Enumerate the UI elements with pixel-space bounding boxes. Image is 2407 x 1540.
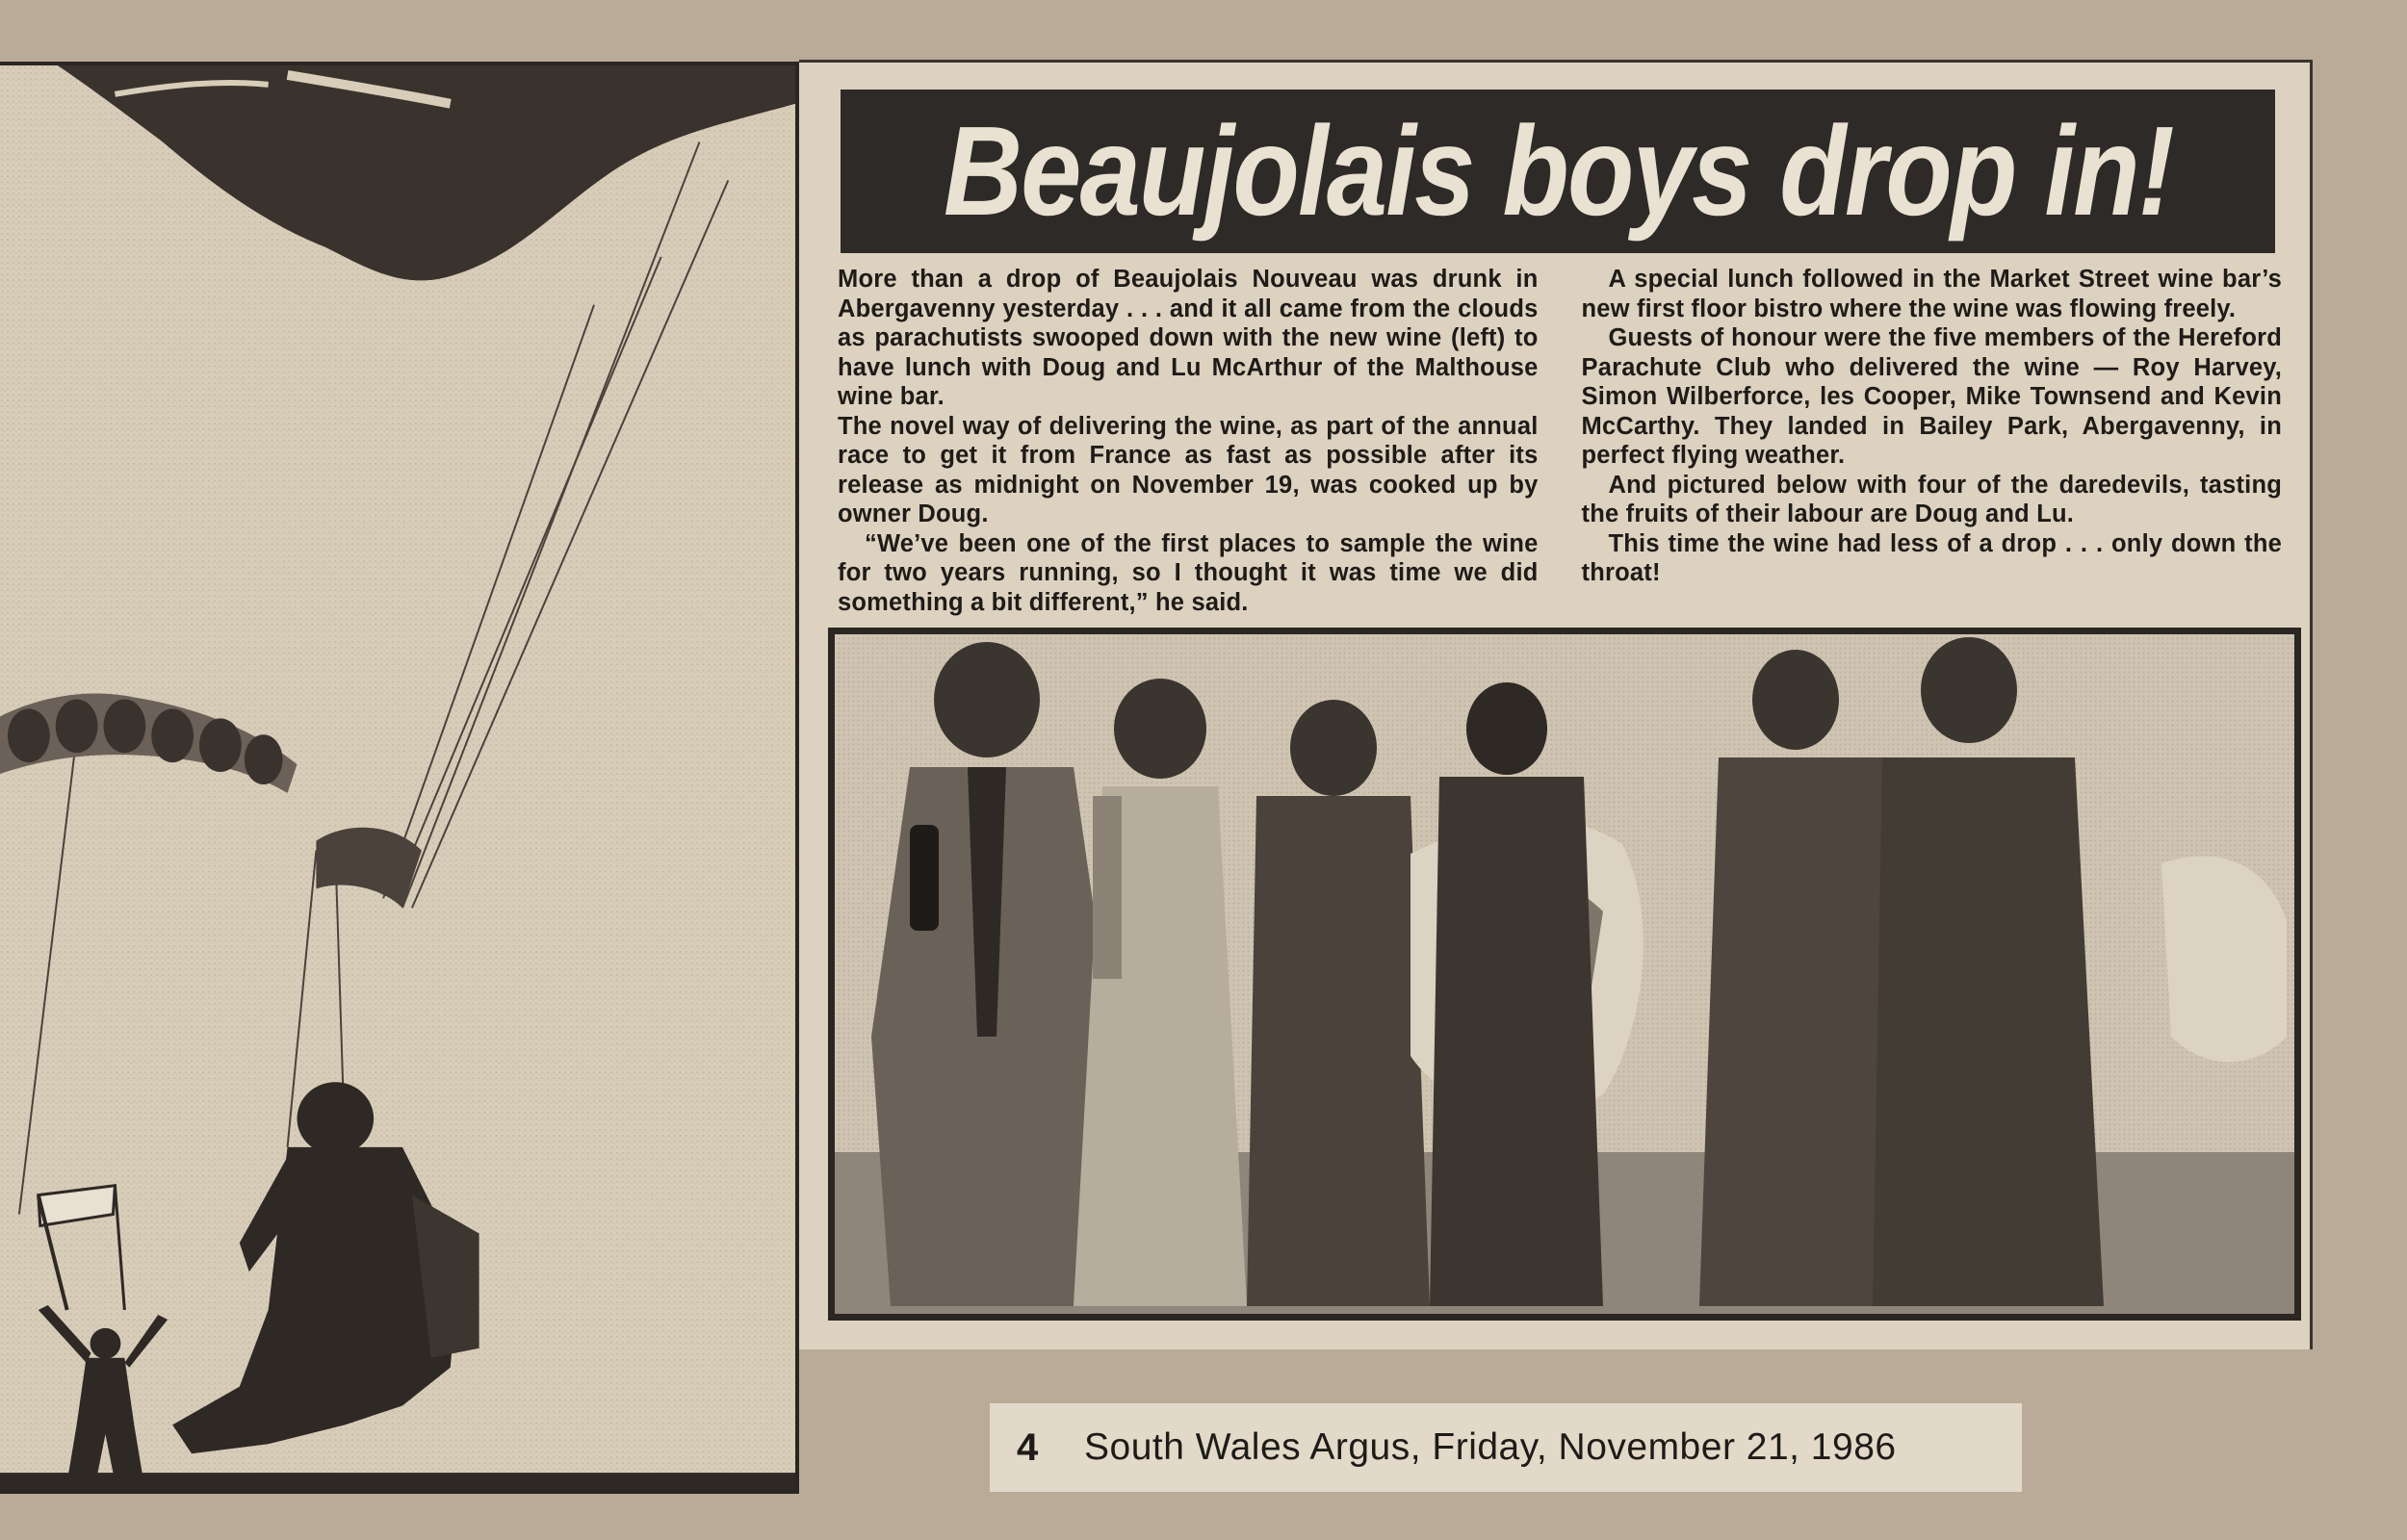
parachutist-photo-image (0, 65, 795, 1490)
headline: Beaujolais boys drop in! (943, 100, 2173, 242)
paragraph: And pictured below with four of the daredevils, tasting the fruits of their labour are Doug and Lu. (1581, 471, 2282, 527)
group-photo (828, 628, 2301, 1321)
page-number: 4 (1017, 1425, 1039, 1469)
article-clipping (799, 60, 2313, 1349)
parachutist-photo (0, 62, 799, 1494)
newspaper-footer (990, 1403, 2022, 1492)
paragraph: The novel way of delivering the wine, as part of the annual race to get it from France as fast as possible after its release as midnight on November 19, was cooked up by owner Doug. (838, 412, 1539, 527)
dateline: South Wales Argus, Friday, November 21, 1986 (1084, 1426, 1897, 1468)
paragraph: Guests of honour were the five members of the Hereford Parachute Club who delivered the wine — Roy Harvey, Simon Wilberforce, les Cooper, Mike Townsend and Kevin McCarthy. They landed in Bailey Park, Abergavenny, in perfect flying weather. (1581, 324, 2282, 469)
headline-bar (841, 90, 2275, 253)
paragraph: A special lunch followed in the Market Street wine bar’s new first floor bistro where the wine was flowing freely. (1581, 266, 2282, 322)
article-column-right (1582, 265, 2283, 659)
paragraph: More than a drop of Beaujolais Nouveau was drunk in Abergavenny yesterday . . . and it all came from the clouds as parachutists swooped down with the new wine (left) to have lunch with Doug and Lu McArthur of the Malthouse wine bar. (838, 266, 1539, 410)
article-body (838, 265, 2282, 659)
paragraph: This time the wine had less of a drop . . . only down the throat! (1581, 529, 2282, 586)
article-column-left (838, 265, 1539, 659)
group-photo-image (833, 632, 2296, 1316)
paragraph: “We’ve been one of the first places to sample the wine for two years running, so I thought it was time we did something a bit different,” he said. (838, 529, 1539, 616)
